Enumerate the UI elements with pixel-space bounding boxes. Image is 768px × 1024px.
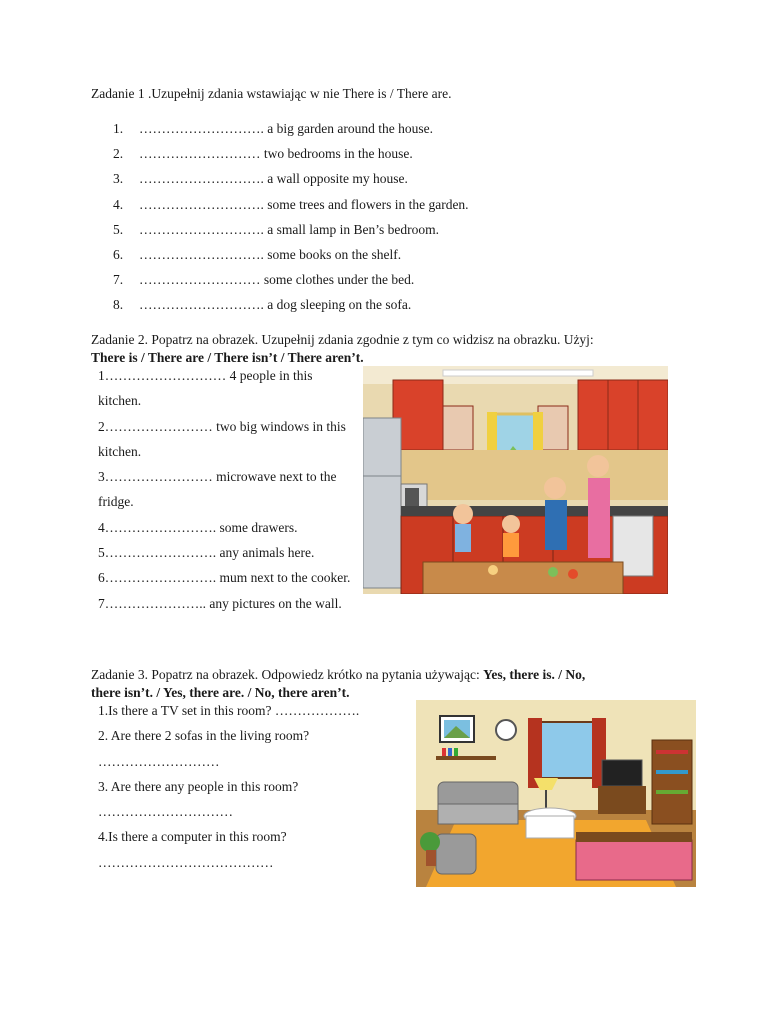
kitchen-family-illustration-icon <box>363 366 668 594</box>
list-item: 3. ………………………. a wall opposite my house. <box>113 171 408 187</box>
list-item: 1.Is there a TV set in this room? ………………. <box>98 703 360 718</box>
answer-line: ………………………… <box>98 804 233 820</box>
task3-questions <box>98 698 408 875</box>
list-item: 4……………………. some drawers. <box>98 519 298 535</box>
living-room-image <box>416 700 696 887</box>
task2-title: Zadanie 2. Popatrz na obrazek. Uzupełnij zdania zgodnie z tym co widzisz na obrazku. Użyj: <box>91 332 594 347</box>
list-item: 8. ………………………. a dog sleeping on the sofa. <box>113 297 412 313</box>
list-item: 4. ………………………. some trees and flowers in the garden. <box>113 196 469 212</box>
living-room-illustration-icon <box>416 700 696 887</box>
list-item: 1……………………… 4 people in this kitchen. <box>98 368 313 409</box>
task2-options: There is / There are / There isn’t / There aren’t. <box>91 350 364 365</box>
list-item: 6. ………………………. some books on the shelf. <box>113 246 402 262</box>
kitchen-image <box>363 366 668 594</box>
task1-title: Zadanie 1 .Uzupełnij zdania wstawiając w nie There is / There are. <box>91 86 452 101</box>
list-item: 2. Are there 2 sofas in the living room? <box>98 728 310 744</box>
list-item: 3…………………… microwave next to the fridge. <box>98 469 337 510</box>
list-item: 4.Is there a computer in this room? <box>98 829 287 845</box>
list-item: 6……………………. mum next to the cooker. <box>98 570 351 586</box>
list-item: 2. ……………………… two bedrooms in the house. <box>113 146 413 162</box>
list-item: 1. ………………………. a big garden around the house. <box>113 121 433 136</box>
list-item: 2…………………… two big windows in this kitchen. <box>98 418 346 459</box>
task3-options: there isn’t. / Yes, there are. / No, there aren’t. <box>91 685 350 700</box>
answer-line: ………………………………… <box>98 854 274 870</box>
task2-questions <box>98 363 353 616</box>
list-item: 3. Are there any people in this room? <box>98 778 299 794</box>
task1-list <box>113 120 469 322</box>
list-item: 5……………………. any animals here. <box>98 545 315 561</box>
list-item: 7. ……………………… some clothes under the bed. <box>113 272 415 288</box>
list-item: 5. ………………………. a small lamp in Ben’s bedroom. <box>113 221 439 237</box>
task3-title: Zadanie 3. Popatrz na obrazek. Odpowiedz krótko na pytania używając: Yes, there is. / No, <box>91 667 586 682</box>
list-item: 7………………….. any pictures on the wall. <box>98 595 342 611</box>
answer-line: ……………………… <box>98 753 220 769</box>
